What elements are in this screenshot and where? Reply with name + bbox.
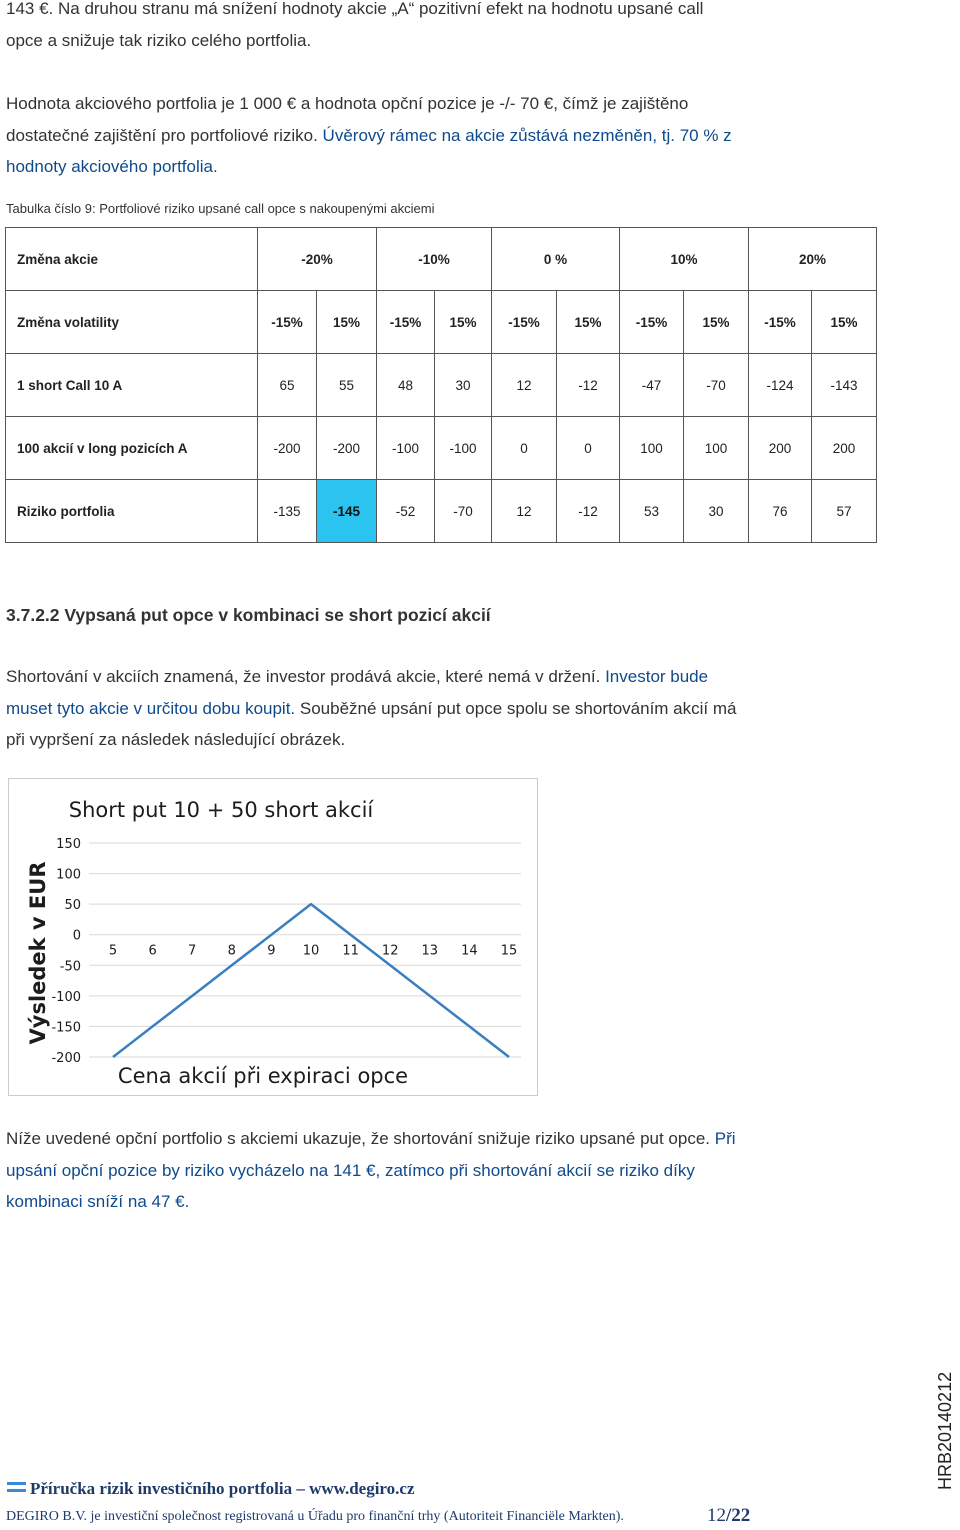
text-line: upsání opční pozice by riziko vycházelo na 141 €, zatímco při shortování akcií se riziko díky	[6, 1160, 695, 1180]
header-cell: 10%	[620, 228, 749, 291]
table-cell: -52	[377, 480, 435, 543]
text-line: opce a snižuje tak riziko celého portfolia.	[6, 30, 312, 50]
text-segment: Níže uvedené opční portfolio s akciemi ukazuje, že shortování snižuje riziko upsané put opce.	[6, 1129, 711, 1148]
chart-y-tick-label: 50	[64, 898, 81, 914]
chart-title: Short put 10 + 50 short akcií	[68, 798, 374, 822]
table-row	[6, 417, 877, 480]
table-cell: 53	[620, 480, 684, 543]
table-row	[6, 354, 877, 417]
table-cell: 12	[492, 480, 557, 543]
chart-y-tick-label: -100	[51, 989, 81, 1005]
page-total: 22	[731, 1505, 751, 1526]
table-cell: 200	[812, 417, 877, 480]
table-cell: 48	[377, 354, 435, 417]
text-line: Hodnota akciového portfolia je 1 000 € a hodnota opční pozice je -/- 70 €, čímž je zajištěno	[6, 94, 689, 113]
text-line: při vypršení za následek následující obrázek.	[6, 730, 346, 749]
footer-logo-bar	[7, 1482, 26, 1485]
chart-x-tick-label: 8	[227, 943, 236, 959]
chart-y-tick-label: -150	[51, 1020, 81, 1036]
header-cell: 0 %	[492, 228, 620, 291]
chart-y-tick-label: -200	[51, 1051, 81, 1066]
table-cell: -135	[258, 480, 317, 543]
risk-table	[5, 227, 877, 543]
text-segment: Investor bude	[600, 667, 709, 686]
chart-x-ticks	[109, 944, 517, 959]
chart-x-tick-label: 5	[108, 943, 118, 959]
table-cell: -100	[435, 417, 492, 480]
chart-y-tick-label: 0	[72, 928, 81, 944]
table-cell: -70	[435, 480, 492, 543]
row-label: 1 short Call 10 A	[6, 354, 258, 417]
table-cell: 65	[258, 354, 317, 417]
header-label: Změna akcie	[6, 228, 258, 291]
table-cell: -15%	[377, 291, 435, 354]
text-line: kombinaci sníží na 47 €.	[6, 1192, 190, 1211]
table-cell: 55	[317, 354, 377, 417]
table-cell: -200	[317, 417, 377, 480]
paragraph-shorting	[6, 661, 806, 756]
text-line	[6, 693, 806, 725]
text-segment: dostatečné zajištění pro portfoliové riziko.	[6, 125, 318, 145]
table-cell: 76	[749, 480, 812, 543]
table-cell: -15%	[492, 291, 557, 354]
header-cell: -20%	[258, 228, 377, 291]
table-cell: 15%	[812, 291, 877, 354]
row-label: 100 akcií v long pozicích A	[6, 417, 258, 480]
paragraph-portfolio-value	[6, 88, 806, 183]
table-cell: -15%	[620, 291, 684, 354]
page-separator: /	[726, 1505, 732, 1526]
chart-x-tick-label: 11	[342, 943, 359, 959]
table-cell: 12	[492, 354, 557, 417]
text-segment: Úvěrový rámec na akcie zůstává nezměněn, tj. 70 % z	[317, 125, 732, 145]
document-code: HRB20140212	[935, 1371, 955, 1490]
chart-y-ticks	[51, 837, 81, 1066]
header-cell: -10%	[377, 228, 492, 291]
footer-legal: DEGIRO B.V. je investiční společnost registrovaná u Úřadu pro finanční trhy (Autoriteit Financiële Markten).	[6, 1509, 624, 1524]
chart-y-axis-label: Výsledek v EUR	[26, 861, 50, 1045]
page-number	[707, 1505, 750, 1527]
table-cell: -15%	[258, 291, 317, 354]
chart-x-tick-label: 10	[302, 943, 320, 959]
paragraph-intro	[6, 0, 806, 56]
table-cell: -12	[557, 480, 620, 543]
chart-y-tick-label: 100	[56, 867, 81, 883]
text-line	[6, 661, 806, 693]
chart-x-tick-label: 7	[188, 943, 197, 959]
page-current: 12	[707, 1505, 726, 1526]
row-label: Riziko portfolia	[6, 480, 258, 543]
chart-y-tick-label: 150	[56, 837, 81, 852]
table-cell: -15%	[749, 291, 812, 354]
text-segment: Shortování v akciích znamená, že investor prodává akcie, které nemá v držení.	[6, 667, 601, 686]
table-cell: 15%	[557, 291, 620, 354]
chart-line-series	[113, 904, 509, 1057]
text-line	[6, 1123, 806, 1155]
chart-x-tick-label: 12	[381, 943, 399, 959]
chart-x-tick-label: 15	[500, 943, 518, 959]
chart-x-tick-label: 13	[421, 943, 439, 959]
header-cell: 20%	[749, 228, 877, 291]
table-cell: 0	[492, 417, 557, 480]
table-cell: 30	[435, 354, 492, 417]
payoff-chart-svg	[9, 779, 537, 1095]
table-row	[6, 480, 877, 543]
text-line: hodnoty akciového portfolia.	[6, 157, 218, 176]
text-segment: muset tyto akcie v určitou dobu koupit.	[6, 698, 296, 718]
table-caption: Tabulka číslo 9: Portfoliové riziko upsané call opce s nakoupenými akciemi	[6, 201, 435, 216]
table-cell: -124	[749, 354, 812, 417]
chart-series	[113, 904, 509, 1057]
table-cell: -12	[557, 354, 620, 417]
footer-logo-bar	[7, 1489, 26, 1492]
table-row	[6, 291, 877, 354]
chart-x-axis-label: Cena akcií při expiraci opce	[117, 1064, 409, 1088]
table-cell-highlighted: -145	[317, 480, 377, 543]
table-cell: 100	[620, 417, 684, 480]
table-cell: -47	[620, 354, 684, 417]
text-line: 143 €. Na druhou stranu má snížení hodnoty akcie „A“ pozitivní efekt na hodnotu upsané call	[6, 0, 704, 18]
table-cell: 15%	[317, 291, 377, 354]
table-cell: -200	[258, 417, 317, 480]
table-cell: -100	[377, 417, 435, 480]
payoff-chart	[8, 778, 538, 1096]
table-cell: 57	[812, 480, 877, 543]
chart-x-tick-label: 6	[148, 943, 157, 959]
table-cell: 15%	[684, 291, 749, 354]
table-header-row	[6, 228, 877, 291]
text-segment: Souběžné upsání put opce spolu se shortováním akcií má	[295, 698, 737, 718]
table-cell: -143	[812, 354, 877, 417]
table-cell: 15%	[435, 291, 492, 354]
chart-x-tick-label: 14	[461, 943, 478, 959]
table-cell: -70	[684, 354, 749, 417]
text-line	[6, 120, 806, 152]
table-cell: 100	[684, 417, 749, 480]
text-segment: Při	[710, 1129, 736, 1148]
section-heading: 3.7.2.2 Vypsaná put opce v kombinaci se short pozicí akcií	[6, 605, 491, 625]
table-cell: 0	[557, 417, 620, 480]
paragraph-portfolio-conclusion	[6, 1123, 806, 1218]
chart-y-tick-label: -50	[59, 959, 81, 975]
table-cell: 200	[749, 417, 812, 480]
row-label: Změna volatility	[6, 291, 258, 354]
table-cell: 30	[684, 480, 749, 543]
footer-title: Příručka rizik investičního portfolia – www.degiro.cz	[30, 1479, 415, 1498]
chart-x-tick-label: 9	[267, 943, 276, 959]
